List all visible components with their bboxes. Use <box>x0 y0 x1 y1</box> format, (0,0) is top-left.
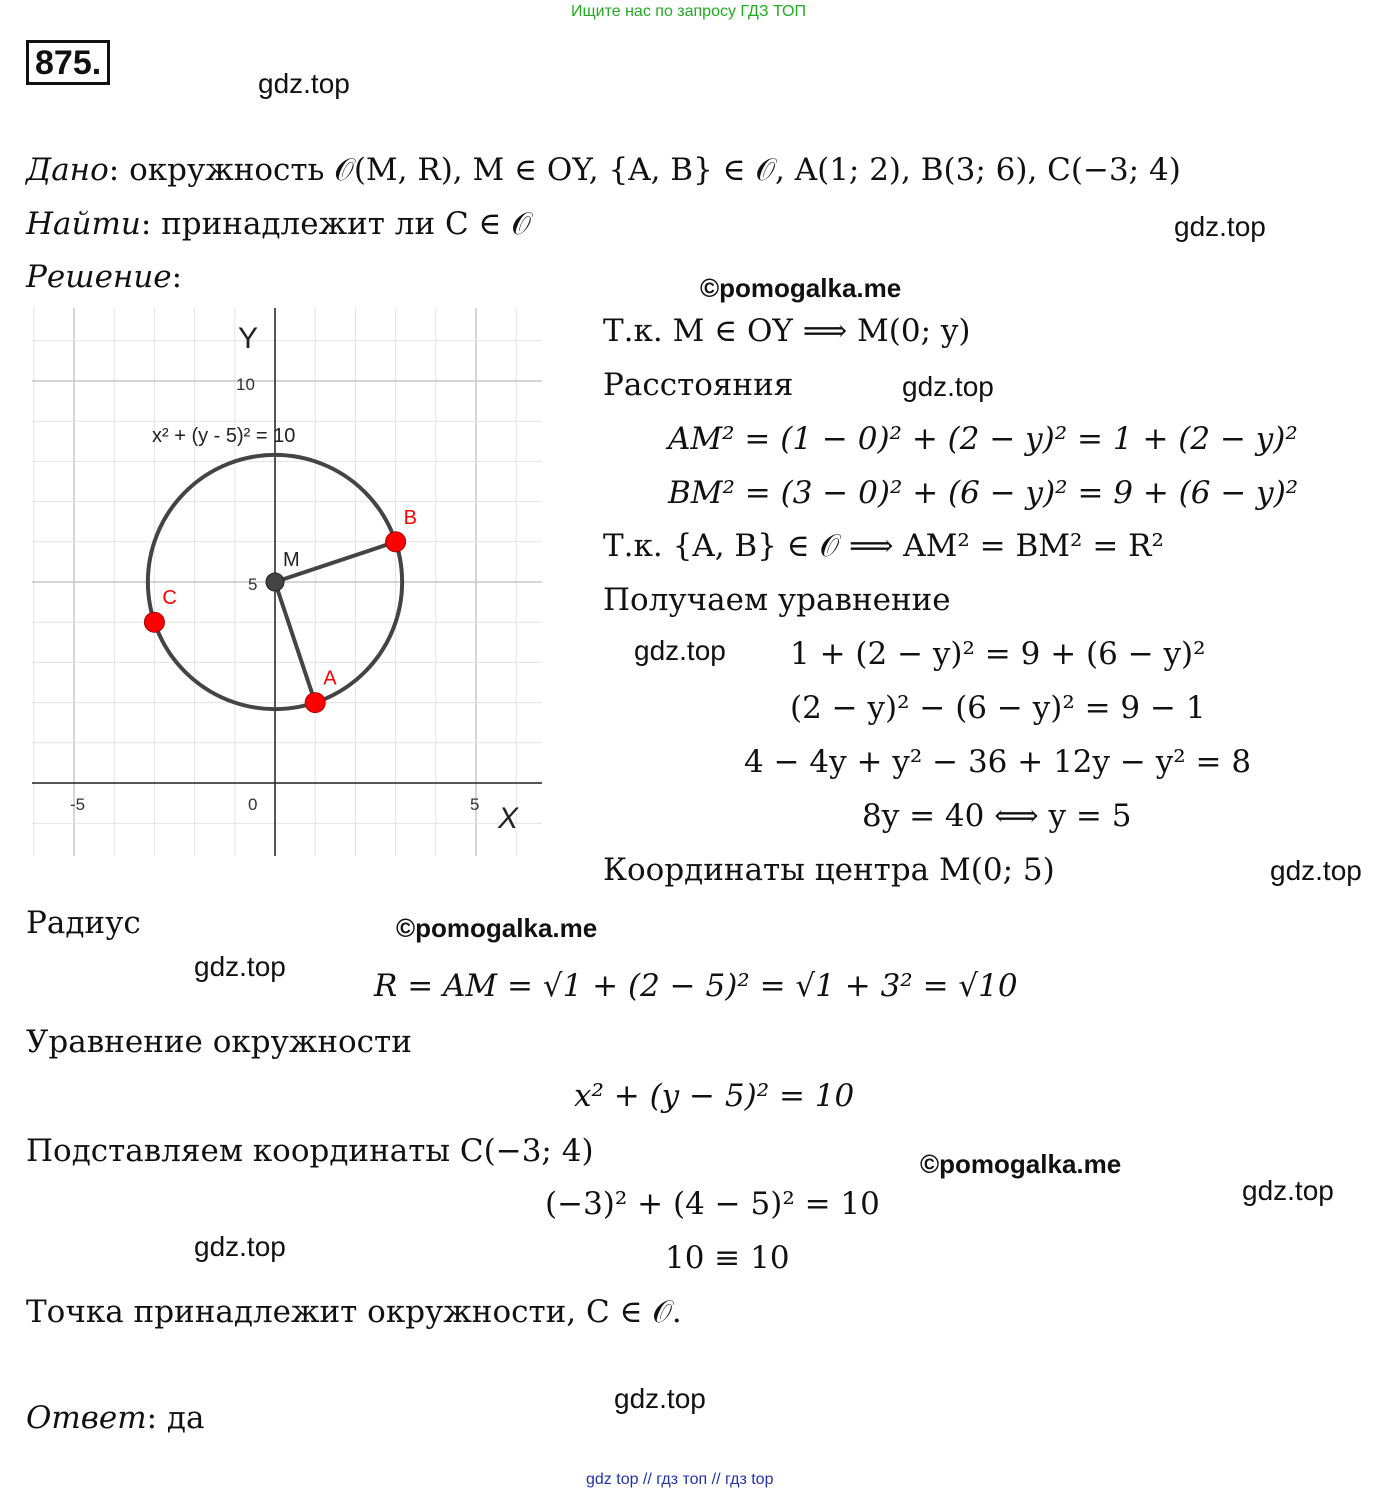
watermark-gdz: gdz.top <box>258 68 350 99</box>
point-c <box>144 612 164 632</box>
given-label: Дано <box>26 152 109 188</box>
step-1: Т.к. M ∈ OY ⟹ M(0; y) <box>603 313 971 349</box>
watermark-gdz: gdz.top <box>614 1383 706 1414</box>
tick-label-x-neg5: -5 <box>70 795 86 814</box>
step-10: 8y = 40 ⟺ y = 5 <box>862 798 1132 834</box>
step-17: (−3)² + (4 − 5)² = 10 <box>545 1186 880 1222</box>
watermark-gdz: gdz.top <box>902 371 994 402</box>
answer-label: Ответ <box>26 1400 147 1436</box>
watermark-pomogalka: ©pomogalka.me <box>920 1149 1122 1179</box>
watermark-gdz: gdz.top <box>1174 211 1266 242</box>
step-11: Координаты центра M(0; 5) <box>603 852 1055 888</box>
step-2: Расстояния <box>603 367 794 403</box>
step-5: Т.к. {A, B} ∈ 𝒪 ⟹ AM² = BM² = R² <box>603 528 1164 564</box>
tick-label-y5: 5 <box>248 575 258 594</box>
footer-banner: gdz top // гдз топ // гдз top <box>586 1471 774 1488</box>
coordinate-graph <box>20 300 560 860</box>
watermark-gdz: gdz.top <box>634 635 726 666</box>
solution-heading <box>26 259 183 295</box>
step-14: Уравнение окружности <box>26 1024 412 1060</box>
step-12: Радиус <box>26 905 141 941</box>
watermark-pomogalka: ©pomogalka.me <box>700 273 902 303</box>
point-c-label: C <box>162 587 177 610</box>
answer-line <box>26 1400 205 1436</box>
top-banner: Ищите нас по запросу ГДЗ ТОП <box>571 3 806 20</box>
step-13: R = AM = √1 + (2 − 5)² = √1 + 3² = √10 <box>374 968 1018 1004</box>
grid <box>32 308 542 856</box>
step-18: 10 ≡ 10 <box>665 1240 790 1276</box>
tick-label-x0: 0 <box>248 795 258 814</box>
watermark-gdz: gdz.top <box>194 1231 286 1262</box>
segment-ma <box>275 582 315 703</box>
step-6: Получаем уравнение <box>603 582 951 618</box>
point-m-label: M <box>283 549 300 571</box>
find-text: : принадлежит ли C ∈ 𝒪 <box>140 206 531 242</box>
solution-label: Решение <box>26 259 172 295</box>
task-number: 875. <box>26 40 110 85</box>
given-text: : окружность 𝒪(M, R), M ∈ OY, {A, B} ∈ 𝒪, A(1; 2), B(3; 6), C(−3; 4) <box>108 152 1181 188</box>
find-label: Найти <box>26 206 141 242</box>
step-19: Точка принадлежит окружности, C ∈ 𝒪. <box>26 1294 682 1330</box>
watermark-pomogalka: ©pomogalka.me <box>396 913 598 943</box>
step-4: BM² = (3 − 0)² + (6 − y)² = 9 + (6 − y)² <box>668 475 1299 511</box>
find-line <box>26 206 531 242</box>
watermark-gdz: gdz.top <box>1242 1175 1334 1206</box>
step-9: 4 − 4y + y² − 36 + 12y − y² = 8 <box>744 744 1252 780</box>
tick-label-y10: 10 <box>236 375 255 394</box>
point-a <box>305 693 325 713</box>
step-16: Подставляем координаты C(−3; 4) <box>26 1133 594 1169</box>
given-line <box>26 152 1181 188</box>
step-3: AM² = (1 − 0)² + (2 − y)² = 1 + (2 − y)² <box>668 421 1298 457</box>
point-b-label: B <box>403 506 417 529</box>
point-m <box>266 573 284 591</box>
solution-colon: : <box>171 259 183 295</box>
watermark-gdz: gdz.top <box>1270 855 1362 886</box>
watermark-gdz: gdz.top <box>194 951 286 982</box>
y-axis-label: Y <box>238 322 259 355</box>
equation-label: x² + (y - 5)² = 10 <box>152 425 296 447</box>
point-b <box>386 532 406 552</box>
point-a-label: A <box>323 667 337 690</box>
step-8: (2 − y)² − (6 − y)² = 9 − 1 <box>790 690 1206 726</box>
step-15: x² + (y − 5)² = 10 <box>574 1078 855 1114</box>
x-axis-label: X <box>498 802 519 835</box>
tick-label-x5: 5 <box>470 795 480 814</box>
answer-text: : да <box>146 1400 205 1436</box>
step-7: 1 + (2 − y)² = 9 + (6 − y)² <box>790 636 1206 672</box>
